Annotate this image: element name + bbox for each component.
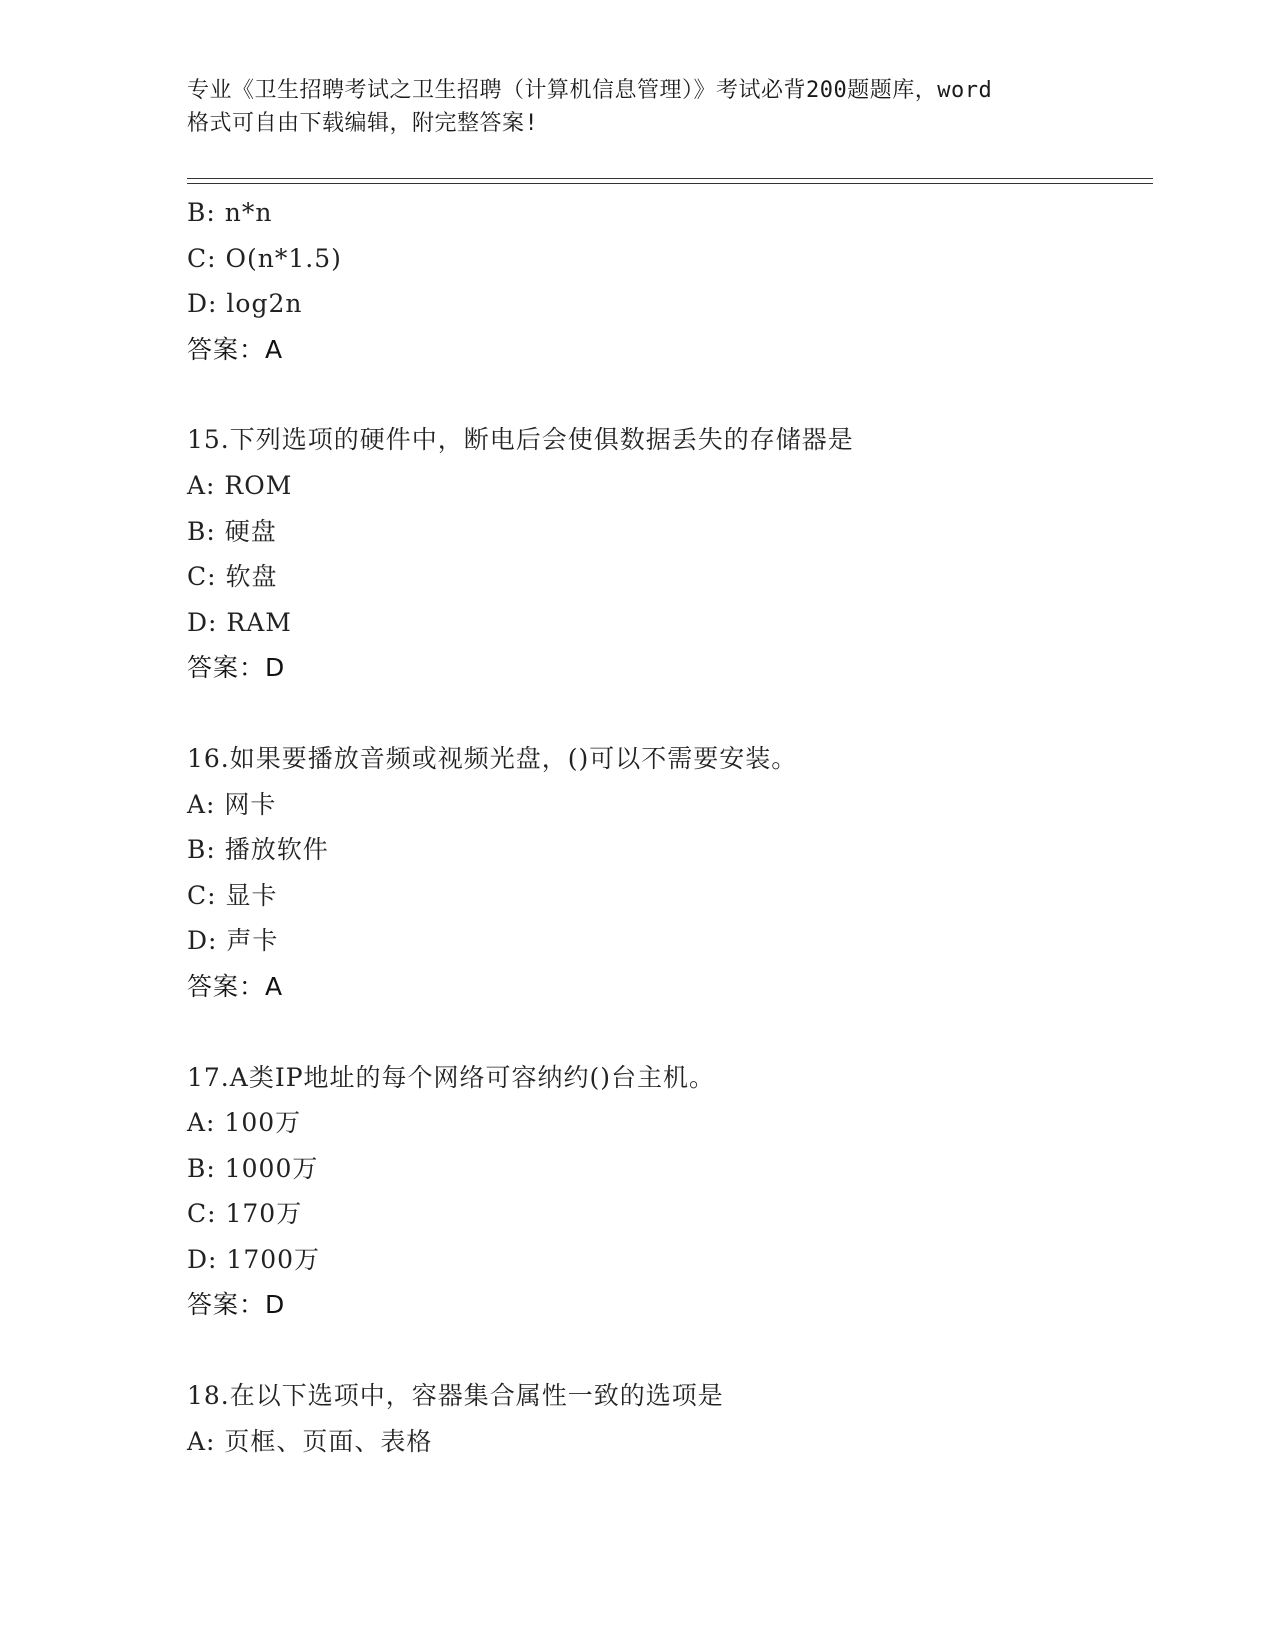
- document-header: [187, 74, 1087, 140]
- answer-line: 答案：A: [187, 971, 284, 1001]
- question-list: [187, 190, 1147, 1464]
- option-c: C: O(n*1.5): [187, 243, 342, 273]
- answer-line: 答案：D: [187, 653, 286, 683]
- option-d: D: 1700万: [187, 1244, 321, 1274]
- header-divider-bottom: [187, 183, 1153, 184]
- option-a: A: ROM: [187, 470, 293, 500]
- option-c: C: 软盘: [187, 562, 278, 592]
- option-c: C: 170万: [187, 1199, 303, 1229]
- option-a: A: 页框、页面、表格: [187, 1426, 433, 1456]
- question-18-text: 18.在以下选项中，容器集合属性一致的选项是: [187, 1381, 724, 1411]
- option-b: B: 播放软件: [187, 835, 329, 865]
- header-line-1: 专业《卫生招聘考试之卫生招聘（计算机信息管理）》考试必背200题题库，word: [187, 78, 993, 103]
- option-d: D: 声卡: [187, 926, 279, 956]
- option-d: D: log2n: [187, 289, 303, 319]
- header-line-2: 格式可自由下载编辑，附完整答案!: [187, 111, 539, 136]
- answer-line: 答案：D: [187, 1290, 286, 1320]
- answer-line: 答案：A: [187, 334, 284, 364]
- option-a: A: 100万: [187, 1108, 302, 1138]
- option-b: B: n*n: [187, 198, 273, 227]
- option-a: A: 网卡: [187, 789, 277, 819]
- question-17-text: 17.A类IP地址的每个网络可容纳约()台主机。: [187, 1062, 716, 1092]
- option-b: B: 1000万: [187, 1153, 319, 1183]
- header-divider-top: [187, 178, 1153, 179]
- option-d: D: RAM: [187, 607, 292, 637]
- question-16-text: 16.如果要播放音频或视频光盘，()可以不需要安装。: [187, 743, 798, 773]
- question-15-text: 15.下列选项的硬件中，断电后会使俱数据丢失的存储器是: [187, 425, 854, 455]
- option-b: B: 硬盘: [187, 516, 277, 546]
- option-c: C: 显卡: [187, 880, 278, 910]
